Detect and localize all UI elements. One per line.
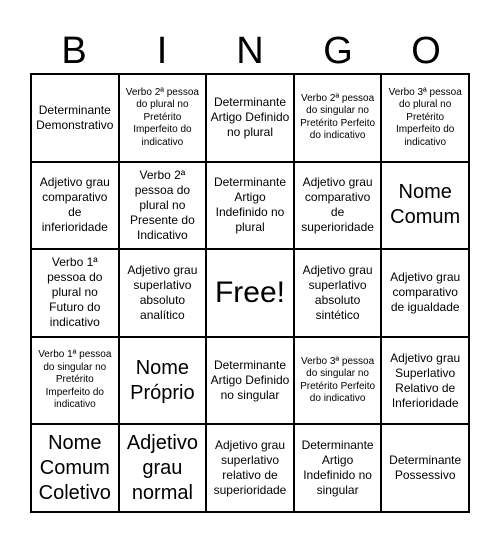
cell-text: Determinante Artigo Definido no singular	[210, 358, 290, 403]
bingo-cell-r2-c1[interactable]	[119, 249, 207, 337]
header-letter-b: B	[61, 30, 87, 72]
bingo-grid	[30, 73, 470, 513]
cell-text: Determinante Artigo Definido no plural	[210, 95, 290, 140]
header-letter-n: N	[236, 30, 264, 72]
bingo-free-space[interactable]	[206, 249, 294, 337]
cell-text: Adjetivo grau superlativo relativo de superioridade	[213, 438, 287, 498]
bingo-cell-r3-c0[interactable]	[31, 337, 119, 425]
cell-text: Adjetivo grau comparativo de superioridade	[301, 175, 374, 235]
cell-text: Adjetivo grau superlativo absoluto sintético	[302, 262, 373, 322]
bingo-cell-r0-c0[interactable]	[31, 74, 119, 162]
cell-text: Verbo 2ª pessoa do plural no Pretérito Imperfeito do indicativo	[125, 86, 199, 148]
cell-text: Adjetivo grau superlativo absoluto analítico	[127, 262, 198, 322]
bingo-cell-r0-c2[interactable]	[206, 74, 294, 162]
bingo-cell-r2-c0[interactable]	[31, 249, 119, 337]
cell-text: Determinante Demonstrativo	[36, 102, 114, 132]
cell-text: Determinante Artigo Indefinido no singular	[301, 438, 374, 498]
bingo-cell-r1-c2[interactable]	[206, 162, 294, 250]
header-letter-o: O	[411, 30, 441, 72]
bingo-cell-r3-c2[interactable]	[206, 337, 294, 425]
cell-text: Nome Comum	[390, 181, 461, 229]
cell-text: Verbo 2ª pessoa do singular no Pretérito Perfeito do indicativo	[300, 92, 376, 142]
cell-text: Nome Próprio	[130, 356, 195, 404]
cell-text: Nome Comum Coletivo	[38, 431, 111, 504]
cell-text: Verbo 3ª pessoa do singular no Pretérito Perfeito do indicativo	[300, 355, 376, 405]
bingo-cell-r0-c3[interactable]	[294, 74, 382, 162]
bingo-cell-r0-c1[interactable]	[119, 74, 207, 162]
header-letter-g: G	[323, 30, 353, 72]
header-letter-i: I	[156, 30, 168, 72]
bingo-cell-r3-c1[interactable]	[119, 337, 207, 425]
cell-text: Determinante Artigo Indefinido no plural	[213, 175, 287, 235]
bingo-cell-r0-c4[interactable]	[381, 74, 469, 162]
cell-text: Adjetivo grau comparativo de inferioridade	[39, 175, 110, 235]
free-space-label: Free!	[214, 276, 285, 310]
cell-text: Determinante Possessivo	[389, 453, 462, 483]
bingo-cell-r4-c4[interactable]	[381, 424, 469, 512]
bingo-cell-r1-c1[interactable]	[119, 162, 207, 250]
cell-text: Adjetivo grau Superlativo Relativo de Inferioridade	[390, 350, 461, 410]
cell-text: Verbo 3ª pessoa do plural no Pretérito Imperfeito do indicativo	[388, 86, 462, 148]
bingo-cell-r4-c0[interactable]	[31, 424, 119, 512]
bingo-cell-r4-c1[interactable]	[119, 424, 207, 512]
cell-text: Verbo 1ª pessoa do singular no Pretérito Imperfeito do indicativo	[38, 349, 112, 411]
bingo-cell-r2-c4[interactable]	[381, 249, 469, 337]
bingo-cell-r3-c3[interactable]	[294, 337, 382, 425]
bingo-cell-r4-c3[interactable]	[294, 424, 382, 512]
bingo-cell-r4-c2[interactable]	[206, 424, 294, 512]
cell-text: Adjetivo grau normal	[126, 431, 198, 504]
bingo-header	[30, 28, 470, 74]
bingo-cell-r1-c4[interactable]	[381, 162, 469, 250]
cell-text: Verbo 1ª pessoa do plural no Futuro do indicativo	[47, 255, 103, 330]
bingo-cell-r1-c0[interactable]	[31, 162, 119, 250]
cell-text: Adjetivo grau comparativo de igualdade	[390, 270, 461, 315]
bingo-cell-r1-c3[interactable]	[294, 162, 382, 250]
cell-text: Verbo 2ª pessoa do plural no Presente do Indicativo	[130, 167, 195, 242]
bingo-cell-r2-c3[interactable]	[294, 249, 382, 337]
bingo-cell-r3-c4[interactable]	[381, 337, 469, 425]
